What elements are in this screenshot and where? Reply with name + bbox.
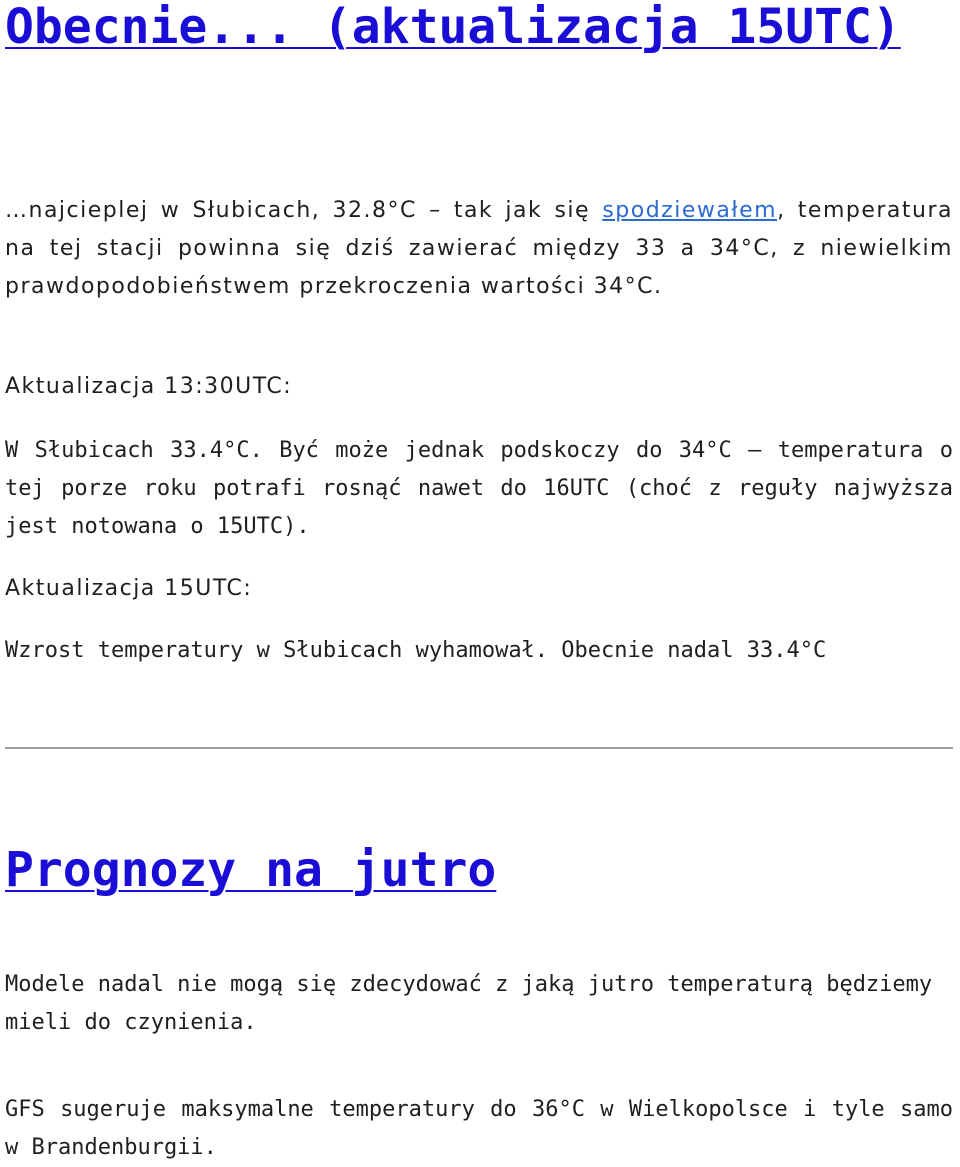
post-divider xyxy=(5,747,953,749)
update-15utc-heading: Aktualizacja 15UTC: xyxy=(5,576,253,601)
forecast-paragraph-1: Modele nadal nie mogą się zdecydować z jaką jutro temperaturą będziemy mieli do czynienia. xyxy=(5,972,933,1035)
post-title-link-prognozy[interactable]: Prognozy na jutro xyxy=(5,842,497,898)
intro-text-after: , temperatura na tej stacji powinna się dziś zawierać między 33 a 34°C, z niewielkim prawdopodobieństwem przekroczenia wartości 34°C. xyxy=(5,198,953,299)
update-1330-heading: Aktualizacja 13:30UTC: xyxy=(5,374,293,399)
forecast-paragraph-2: GFS sugeruje maksymalne temperatury do 36°C w Wielkopolsce i tyle samo w Brandenburgii. xyxy=(5,1097,953,1160)
update-15utc-text: Wzrost temperatury w Słubicach wyhamował. Obecnie nadal 33.4°C xyxy=(5,638,827,663)
intro-paragraph xyxy=(5,192,953,306)
intro-text-before: …najcieplej w Słubicach, 32.8°C – tak jak się xyxy=(5,198,603,223)
post-title-obecnie xyxy=(5,0,953,63)
update-1330-text: W Słubicach 33.4°C. Być może jednak podskoczy do 34°C – temperatura o tej porze roku potrafi rosnąć nawet do 16UTC (choć z reguły najwyższa jest notowana o 15UTC). xyxy=(5,438,953,539)
post-title-link-obecnie[interactable]: Obecnie... (aktualizacja 15UTC) xyxy=(5,0,901,55)
spodziewalem-link[interactable]: spodziewałem xyxy=(602,198,778,223)
post-title-prognozy xyxy=(5,834,953,906)
